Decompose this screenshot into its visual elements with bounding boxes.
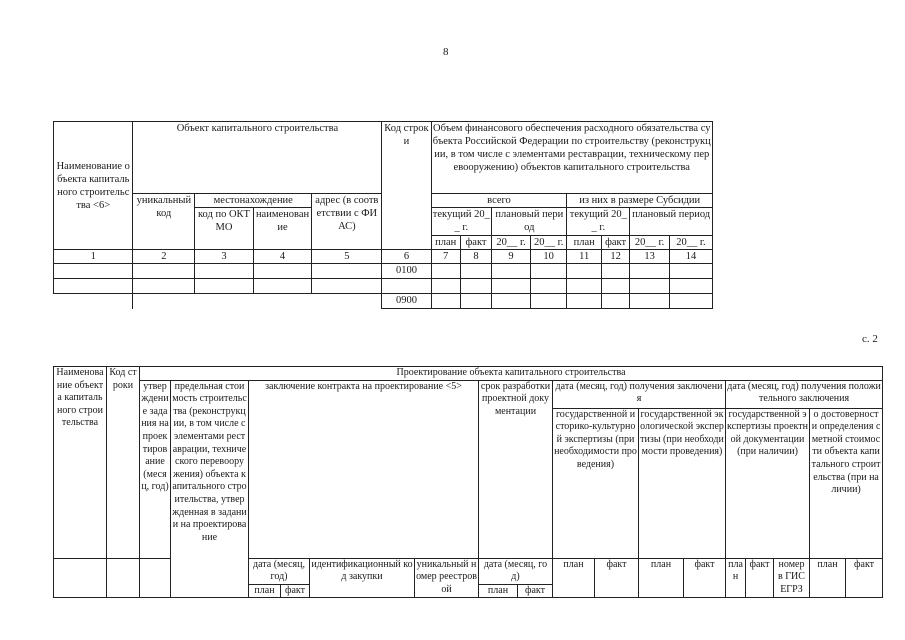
header-approval-date: утверждение задания на проектирование (месяц, год) [140,380,171,558]
header-plan: план [639,558,684,598]
header-fact: факт [746,558,774,598]
header-cost-continuation [171,558,249,598]
header-ecological-expertise: государственной экологической экспертизы (при необходимости проведения) [639,408,726,558]
section-label: с. 2 [862,333,878,345]
header-fact: факт [684,558,726,598]
header-object-name: Наименование объекта капитального строительства [54,367,107,559]
column-number: 8 [460,250,491,264]
header-volume: Объем финансового обеспечения расходного обязательства субъекта Российской Федерации по строительству (реконструкции, в том числе с элементами реставрации, техническому перевооружению) объектов капитального строительства [431,122,712,194]
header-unique-code: уникальный код [133,194,195,250]
header-registry-number: уникальный номер реестровой [415,558,479,598]
header-total: всего [431,194,567,208]
header-historical-expertise: государственной историко-культурной экспертизы (при необходимости проведения) [553,408,639,558]
header-object: Объект капитального строительства [133,122,382,194]
header-positive-date: дата (месяц, год) получения положительного заключения [726,380,883,408]
header-cost-limit: предельная стоимость строительства (реконструкции, в том числе с элементами реставрации, технического перевооружения) объекта капитального строительства, утвержденная в задании на проектирование [171,380,249,558]
row-code: 0100 [382,264,431,279]
column-number: 12 [601,250,629,264]
design-table [53,366,883,598]
header-current-year-subsidy: текущий 20__ г. [567,208,630,236]
column-number: 10 [530,250,567,264]
header-planned-period-subsidy: плановый период [630,208,713,236]
header-plan: план [479,584,518,598]
column-number: 4 [253,250,312,264]
header-plan: план [249,584,281,598]
column-number: 13 [630,250,670,264]
header-year: 20__ г. [630,236,670,250]
header-row-code: Код строки [382,122,431,250]
header-plan: план [567,236,602,250]
row-code: 0900 [382,294,431,309]
header-contract: заключение контракта на проектирование <5> [249,380,479,558]
header-row-code: Код строки [107,367,140,559]
financing-table [53,121,713,309]
column-number: 14 [669,250,712,264]
page-number: 8 [443,46,449,58]
header-planned-period: плановый период [492,208,567,236]
header-address: адрес (в соответствии с ФИАС) [312,194,382,250]
header-plan: план [431,236,460,250]
header-year: 20__ г. [530,236,567,250]
column-number: 3 [195,250,254,264]
header-fact: факт [601,236,629,250]
header-fact: факт [460,236,491,250]
header-fact: факт [281,584,310,598]
column-number-row [54,250,713,264]
column-number: 1 [54,250,133,264]
table-row-total [54,294,713,309]
header-location-name: наименование [253,208,312,250]
header-fact: факт [518,584,553,598]
header-plan: план [726,558,746,598]
column-number: 2 [133,250,195,264]
header-purchase-id: идентификационный код закупки [310,558,415,598]
header-oktmo: код по ОКТМО [195,208,254,250]
header-contract-date: дата (месяц, год) [249,558,310,584]
header-reliability: о достоверности определения сметной стоимости объекта капитального строительства (при наличии) [810,408,883,558]
header-design-term: срок разработки проектной документации [479,380,553,558]
column-number: 5 [312,250,382,264]
column-number: 7 [431,250,460,264]
header-object-name: Наименование объекта капитального строительства <6> [54,122,133,250]
column-number: 9 [492,250,531,264]
header-current-year: текущий 20__ г. [431,208,492,236]
header-term-date: дата (месяц, год) [479,558,553,584]
header-year: 20__ г. [492,236,531,250]
header-state-expertise: государственной экспертизы проектной документации (при наличии) [726,408,810,558]
table-row [54,264,713,279]
table-row [54,279,713,294]
header-receipt-date: дата (месяц, год) получения заключения [553,380,726,408]
header-plan: план [553,558,595,598]
header-egrz-number: номер в ГИС ЕГРЗ [774,558,810,598]
header-location: местонахождение [195,194,312,208]
header-subsidy: из них в размере Субсидии [567,194,713,208]
header-fact: факт [595,558,639,598]
header-design: Проектирование объекта капитального строительства [140,367,883,381]
column-number: 11 [567,250,602,264]
header-fact: факт [846,558,883,598]
header-year: 20__ г. [669,236,712,250]
column-number: 6 [382,250,431,264]
header-plan: план [810,558,846,598]
